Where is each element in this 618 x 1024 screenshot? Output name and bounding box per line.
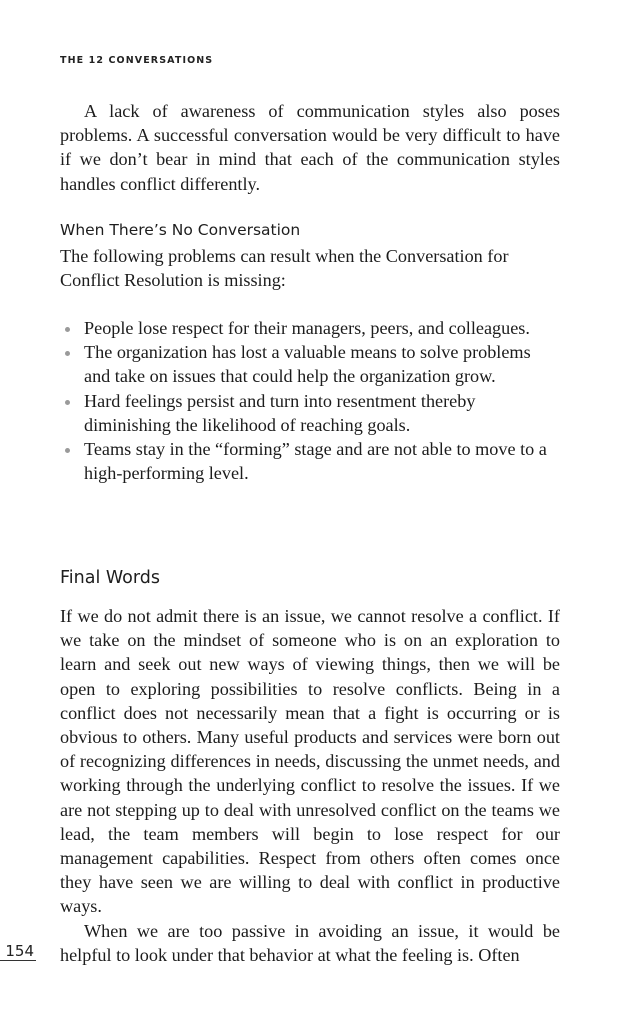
list-item-text: Hard feelings persist and turn into resentment thereby diminishing the likelihood of reaching goals.	[84, 390, 476, 435]
no-conversation-lead-block	[60, 244, 560, 292]
no-conversation-lead: The following problems can result when the Conversation for Conflict Resolution is missing:	[60, 246, 509, 291]
list-item-text: Teams stay in the “forming” stage and are not able to move to a high-performing level.	[84, 439, 547, 484]
bullet-icon	[65, 448, 70, 453]
list-item	[60, 316, 560, 340]
list-item-text: The organization has lost a valuable means to solve problems and take on issues that could help the organization grow.	[84, 342, 531, 387]
page-number: 154	[0, 941, 36, 961]
final-words-block	[60, 604, 560, 967]
intro-paragraph-block	[60, 99, 560, 196]
intro-paragraph: A lack of awareness of communication styles also poses problems. A successful conversation would be very difficult to have if we don’t bear in mind that each of the communication styles handles conflict differently.	[60, 101, 560, 194]
section-heading-final-words: Final Words	[60, 568, 160, 588]
running-head: THE 12 CONVERSATIONS	[60, 55, 214, 66]
bullet-icon	[65, 351, 70, 356]
list-item	[60, 389, 560, 437]
list-item-text: People lose respect for their managers, peers, and colleagues.	[84, 318, 530, 338]
section-heading-no-conversation: When There’s No Conversation	[60, 221, 301, 239]
problems-bullet-list	[60, 316, 560, 485]
list-item	[60, 437, 560, 485]
list-item	[60, 340, 560, 388]
final-words-paragraph-1: If we do not admit there is an issue, we cannot resolve a conflict. If we take on the mindset of someone who is on an exploration to learn and seek out new ways of viewing things, then we will be open to exploring possibilities to resolve conflicts. Being in a conflict does not necessarily mean that a fight is occurring or is obvious to others. Many useful products and services were born out of recognizing differences in needs, discussing the unmet needs, and working through the underlying conflict to resolve the issues. If we are not stepping up to deal with unresolved conflict on the teams we lead, the team members will begin to lose respect for our management capabilities. Respect from others often comes once they have seen we are willing to deal with conflict in productive ways.	[60, 606, 560, 917]
bullet-icon	[65, 400, 70, 405]
final-words-paragraph-2: When we are too passive in avoiding an issue, it would be helpful to look under that behavior at what the feeling is. Often	[60, 920, 560, 965]
bullet-icon	[65, 327, 70, 332]
